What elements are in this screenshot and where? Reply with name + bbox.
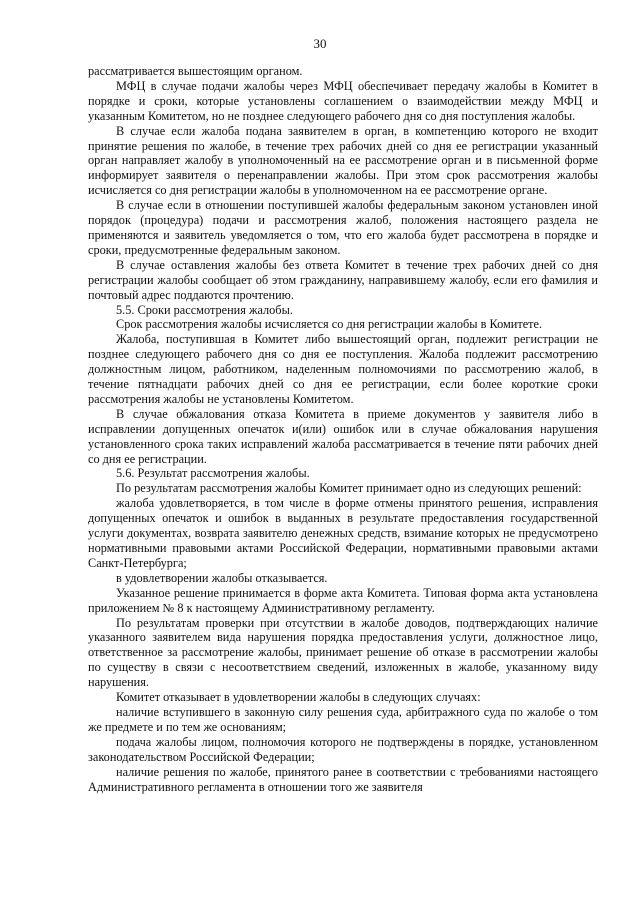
paragraph: рассматривается вышестоящим органом. — [88, 64, 303, 78]
paragraph: Срок рассмотрения жалобы исчисляется со дня регистрации жалобы в Комитете. — [116, 317, 543, 332]
paragraph: В случае если жалоба подана заявителем в орган, в компетенцию которого не входит принятие решения по жалобе, в течение трех рабочих дней со дня ее регистрации указанный орган направляет жалобу в уполномоченный на ее рассмотрение орган и в письменной форме информирует заявителя о перенаправлении жалобы. При этом срок рассмотрения жалобы исчисляется со дня регистрации жалобы в уполномоченном на ее рассмотрение органе. — [88, 123, 598, 198]
paragraph: Комитет отказывает в удовлетворении жалобы в следующих случаях: — [116, 690, 481, 705]
paragraph: В случае обжалования отказа Комитета в приеме документов у заявителя либо в исправлении допущенных опечаток и(или) ошибок или в случае обжалования нарушения установленного срока таких исправлений жалоба рассматривается в течение пяти рабочих дней со дня ее регистрации. — [88, 406, 598, 466]
paragraph: наличие вступившего в законную силу решения суда, арбитражного суда по жалобе о том же предмете и по тем же основаниям; — [88, 704, 598, 734]
paragraph: Указанное решение принимается в форме акта Комитета. Типовая форма акта установлена приложением № 8 к настоящему Административному регламенту. — [88, 585, 598, 615]
section-heading: 5.5. Сроки рассмотрения жалобы. — [116, 302, 293, 317]
section-heading: 5.6. Результат рассмотрения жалобы. — [116, 466, 310, 481]
paragraph: По результатам рассмотрения жалобы Комитет принимает одно из следующих решений: — [116, 481, 582, 496]
paragraph: Жалоба, поступившая в Комитет либо вышестоящий орган, подлежит регистрации не позднее следующего рабочего дня со дня ее поступления. Жалоба подлежит рассмотрению должностным лицом, работником, наделенным полномочиями по рассмотрению жалоб, в течение пятнадцати рабочих дней со дня ее регистрации, если более короткие сроки рассмотрения жалобы не установлены Комитетом. — [88, 332, 598, 406]
paragraph: жалоба удовлетворяется, в том числе в форме отмены принятого решения, исправления допущенных опечаток и ошибок в выданных в результате предоставления государственной услуги документах, возврата заявителю денежных средств, взимание которых не предусмотрено нормативными правовыми актами Российской Федерации, нормативными правовыми актами Санкт-Петербурга; — [88, 496, 598, 570]
paragraph: МФЦ в случае подачи жалобы через МФЦ обеспечивает передачу жалобы в Комитет в порядке и сроки, которые установлены соглашением о взаимодействии между МФЦ и указанным Комитетом, но не позднее следующего рабочего дня со дня поступления жалобы. — [88, 78, 598, 123]
paragraph: В случае оставления жалобы без ответа Комитет в течение трех рабочих дней со дня регистрации жалобы сообщает об этом гражданину, направившему жалобу, если его фамилия и почтовый адрес поддаются прочтению. — [88, 257, 598, 302]
paragraph: наличие решения по жалобе, принятого ранее в соответствии с требованиями настоящего Административного регламента в отношении того же заявителя — [88, 764, 598, 794]
document-body — [88, 64, 598, 794]
page-number: 30 — [313, 36, 327, 51]
paragraph: подача жалобы лицом, полномочия которого не подтверждены в порядке, установленном законодательством Российской Федерации; — [88, 734, 598, 764]
paragraph: По результатам проверки при отсутствии в жалобе доводов, подтверждающих наличие указанного заявителем вида нарушения порядка предоставления услуги, должностное лицо, ответственное за рассмотрение жалобы, принимает решение об отказе в рассмотрении жалобы по существу в связи с несоответствием сведений, изложенных в жалобе, указанному виду нарушения. — [88, 615, 598, 690]
paragraph: в удовлетворении жалобы отказывается. — [116, 570, 328, 585]
paragraph: В случае если в отношении поступившей жалобы федеральным законом установлен иной порядок (процедура) подачи и рассмотрения жалоб, положения настоящего раздела не применяются и заявитель уведомляется о том, что его жалоба будет рассмотрена в порядке и сроки, предусмотренные федеральным законом. — [88, 198, 598, 257]
